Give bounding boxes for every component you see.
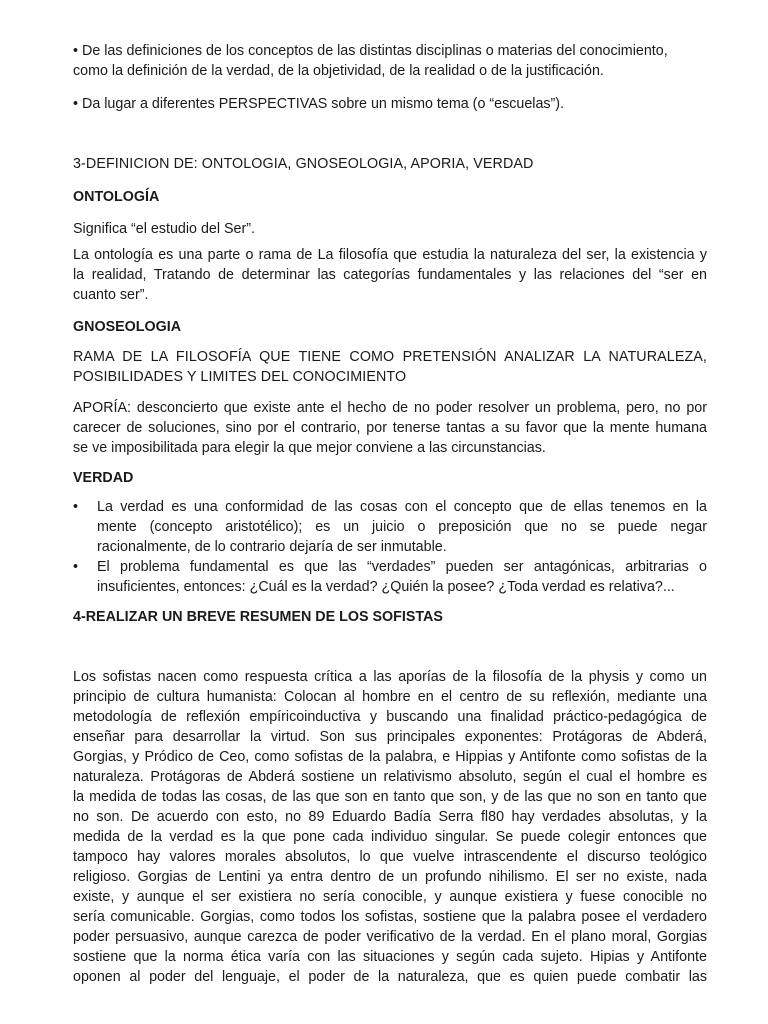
sofistas-line-16: oponen al poder del lenguaje, el poder de la naturaleza, que es quien puede combatir las (73, 969, 707, 985)
section-3-heading: 3-DEFINICION DE: ONTOLOGIA, GNOSEOLOGIA, APORIA, VERDAD (73, 156, 534, 172)
aporia-line-3: se ve imposibilitada para elegir la que mejor conviene a las circunstancias. (73, 440, 546, 456)
sofistas-line-14: poder persuasivo, aunque carezca de poder verificativo de la verdad. En el plano moral, Gorgias (73, 929, 707, 945)
verdad-bullet-1-line-1: La verdad es una conformidad de las cosas con el concepto que de ellas tenemos en la (97, 499, 707, 515)
ontologia-paragraph (73, 245, 707, 305)
intro-bullet-2-line-1: Da lugar a diferentes PERSPECTIVAS sobre un mismo tema (o “escuelas”). (82, 96, 565, 112)
bullet-dot: • (73, 96, 79, 112)
sofistas-paragraph (73, 667, 707, 987)
bullet-dot: • (73, 43, 79, 59)
verdad-bullet-1-line-2: mente (concepto aristotélico); es un juicio o preposición que no se puede negar (97, 519, 707, 535)
sofistas-line-12: existe, y aunque el ser existiera no sería conocible, y aunque existiera y fuese conocible no (73, 889, 707, 905)
section-4-heading: 4-REALIZAR UN BREVE RESUMEN DE LOS SOFISTAS (73, 609, 443, 625)
intro-bullet-2 (73, 94, 707, 114)
gnoseologia-paragraph (73, 347, 707, 387)
ontologia-title: ONTOLOGÍA (73, 189, 160, 205)
verdad-bullet-1-line-3: racionalmente, de lo contrario dejaría de ser inmutable. (97, 539, 447, 555)
sofistas-line-2: principio de cultura humanista: Colocan al hombre en el centro de su reflexión, mediante una (73, 689, 707, 705)
ontologia-line-1: La ontología es una parte o rama de La filosofía que estudia la naturaleza del ser, la existencia y (73, 247, 707, 263)
ontologia-line-2: la realidad, Tratando de determinar las categorías fundamentales y las relaciones del “ser en (73, 267, 707, 283)
verdad-bullet-1 (73, 497, 707, 557)
sofistas-line-8: no son. De acuerdo con esto, no 89 Eduardo Badía Serra fl80 hay verdades absolutas, y la (73, 809, 707, 825)
verdad-title: VERDAD (73, 470, 134, 486)
sofistas-line-1: Los sofistas nacen como respuesta crítica a las aporías de la filosofía de la physis y como un (73, 669, 707, 685)
aporia-line-1: APORÍA: desconcierto que existe ante el hecho de no poder resolver un problema, pero, no por (73, 400, 707, 416)
sofistas-line-13: sería comunicable. Gorgias, como todos los sofistas, sostiene que la palabra posee el verdadero (73, 909, 707, 925)
verdad-bullet-2-line-1: El problema fundamental es que las “verdades” pueden ser antagónicas, arbitrarias o (97, 559, 707, 575)
gnoseologia-title: GNOSEOLOGIA (73, 319, 182, 335)
intro-bullet-1-line-2: como la definición de la verdad, de la objetividad, de la realidad o de la justificación. (73, 63, 604, 79)
sofistas-line-9: medida de la verdad es la que pone cada individuo singular. Se puede colegir entonces que (73, 829, 707, 845)
bullet-dot: • (73, 499, 79, 515)
gnoseologia-line-2: POSIBILIDADES Y LIMITES DEL CONOCIMIENTO (73, 369, 407, 385)
verdad-bullet-2 (73, 557, 707, 597)
sofistas-line-4: enseñar para desarrollar la virtud. Son sus principales exponentes: Protágoras de Abderá, (73, 729, 707, 745)
sofistas-line-6: naturaleza. Protágoras de Abderá sostiene un relativismo absoluto, según el cual el hombre es (73, 769, 707, 785)
sofistas-line-15: sostiene que la norma ética varía con las situaciones y según cada sujeto. Hipias y Antifonte (73, 949, 707, 965)
sofistas-line-3: metodología de reflexión empíricoinductiva y buscando una finalidad práctico-pedagógica de (73, 709, 707, 725)
aporia-line-2: carecer de soluciones, sino por el contrario, por tenerse tantas a su favor que la mente humana (73, 420, 707, 436)
bullet-dot: • (73, 559, 79, 575)
sofistas-line-10: tampoco hay valores morales absolutos, lo que vuelve intrascendente el discurso teológico (73, 849, 707, 865)
ontologia-short-def: Significa “el estudio del Ser”. (73, 221, 255, 237)
sofistas-line-5: Gorgias, y Pródico de Ceo, como sofistas de la palabra, e Hippias y Antifonte como sofistas de la (73, 749, 707, 765)
aporia-paragraph (73, 398, 707, 458)
intro-bullet-1-line-1: De las definiciones de los conceptos de las distintas disciplinas o materias del conocimiento, (82, 43, 668, 59)
gnoseologia-line-1: RAMA DE LA FILOSOFÍA QUE TIENE COMO PRETENSIÓN ANALIZAR LA NATURALEZA, (73, 349, 707, 365)
sofistas-line-11: religioso. Gorgias de Lentini ya entra dentro de un profundo nihilismo. El ser no existe, nada (73, 869, 707, 885)
intro-bullet-1 (73, 41, 707, 81)
sofistas-line-7: la medida de todas las cosas, de las que son en tanto que son, y de las que no son en tanto que (73, 789, 707, 805)
ontologia-line-3: cuanto ser”. (73, 287, 149, 303)
verdad-bullet-2-line-2: insuficientes, entonces: ¿Cuál es la verdad? ¿Quién la posee? ¿Toda verdad es relativa?... (97, 579, 675, 595)
